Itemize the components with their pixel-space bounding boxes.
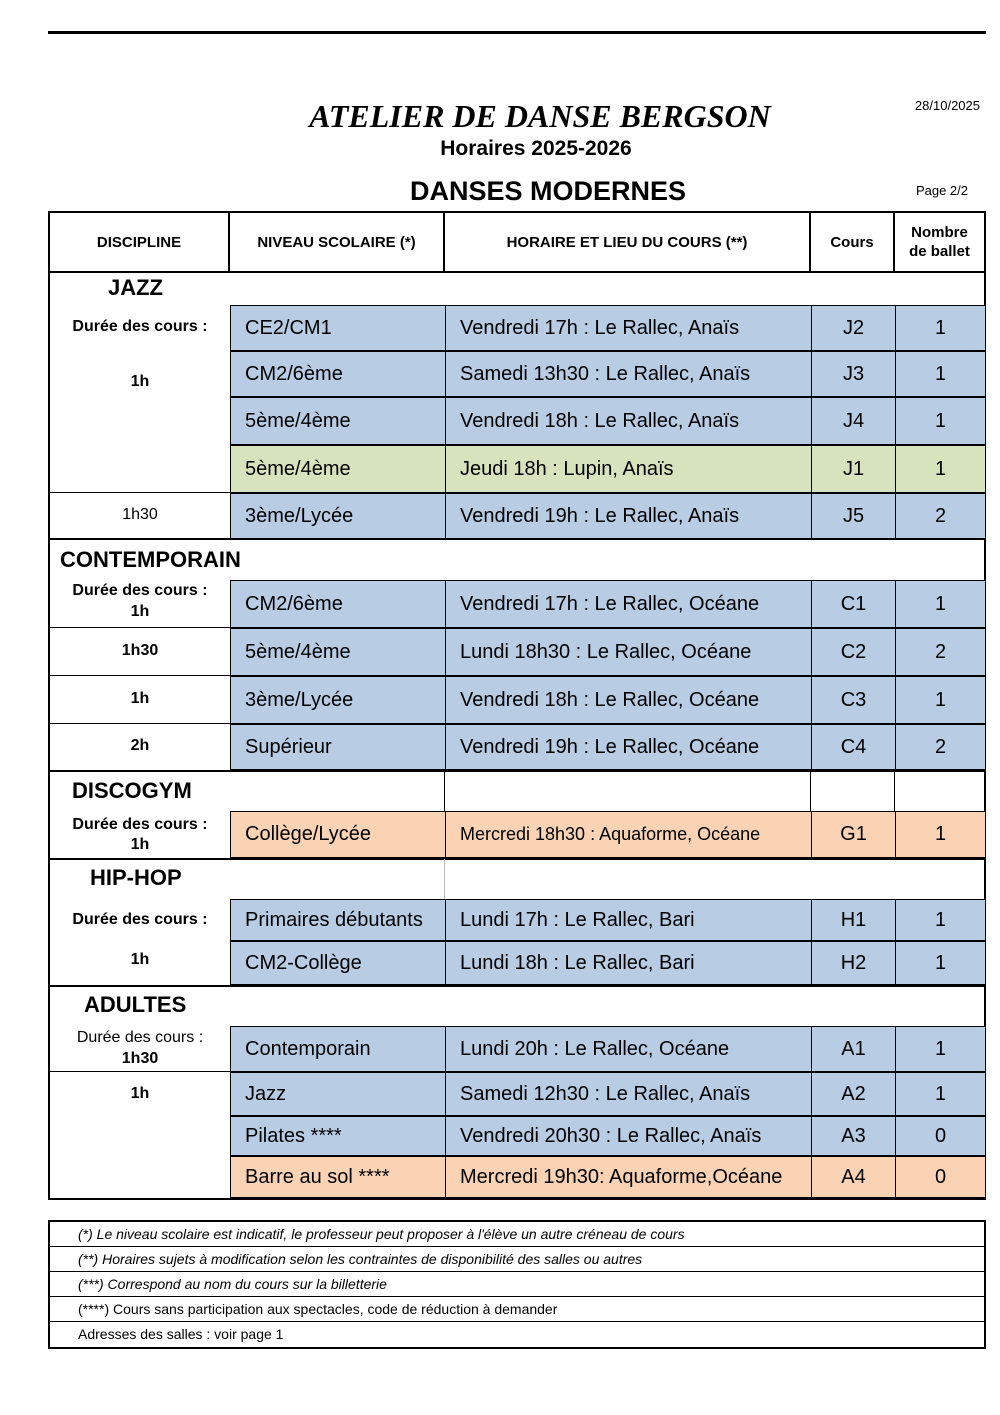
cell-horaire: Vendredi 18h : Le Rallec, Anaïs (445, 397, 812, 445)
cell-cours: A3 (811, 1116, 896, 1156)
top-rule (48, 31, 986, 34)
cell-horaire: Samedi 12h30 : Le Rallec, Anaïs (445, 1072, 812, 1116)
jazz-duration-label: Durée des cours : (72, 318, 208, 335)
cell-horaire: Lundi 20h : Le Rallec, Océane (445, 1026, 812, 1072)
cell-nombre: 1 (895, 351, 986, 397)
cell-horaire: Jeudi 18h : Lupin, Anaïs (445, 445, 812, 493)
cell-horaire: Vendredi 20h30 : Le Rallec, Anaïs (445, 1116, 812, 1156)
cell-cours: J5 (811, 493, 896, 539)
table-row (230, 397, 986, 445)
cell-niveau: Primaires débutants (230, 899, 446, 941)
document-date: 28/10/2025 (914, 98, 980, 113)
group-title-adultes: ADULTES (84, 992, 187, 1017)
footnote-4: (****) Cours sans participation aux spectacles, code de réduction à demander (50, 1297, 984, 1322)
cell-niveau: 3ème/Lycée (230, 493, 446, 539)
table-row (230, 445, 986, 493)
jazz-duration-value: 1h (130, 373, 150, 390)
cell-niveau: Collège/Lycée (230, 811, 446, 858)
page-title: ATELIER DE DANSE BERGSON (309, 98, 771, 134)
cell-nombre: 2 (895, 724, 986, 770)
group-title-jazz: JAZZ (108, 275, 163, 300)
table-row (230, 628, 986, 676)
cell-cours: J1 (811, 445, 896, 493)
table-row (230, 305, 986, 351)
cell-cours: C4 (811, 724, 896, 770)
group-title-contemporain: CONTEMPORAIN (60, 547, 241, 572)
cell-niveau: CM2/6ème (230, 351, 446, 397)
group-jazz (48, 273, 986, 540)
table-row (230, 1072, 986, 1116)
table-row (230, 676, 986, 724)
table-row (230, 1026, 986, 1072)
group-adultes (48, 986, 986, 1200)
footnote-3: (***) Correspond au nom du cours sur la billetterie (50, 1272, 984, 1297)
table-row (230, 941, 986, 985)
cell-nombre: 1 (895, 941, 986, 985)
cell-cours: G1 (811, 811, 896, 858)
table-row (230, 493, 986, 539)
cell-cours: A1 (811, 1026, 896, 1072)
footnote-5: Adresses des salles : voir page 1 (78, 1326, 284, 1342)
cell-nombre: 1 (895, 580, 986, 628)
cell-nombre: 1 (895, 305, 986, 351)
col-header-discipline: DISCIPLINE (48, 211, 230, 273)
cell-horaire: Mercredi 19h30: Aquaforme,Océane (445, 1156, 812, 1198)
hiphop-duration-label: Durée des cours : (72, 911, 208, 928)
adultes-duration-value: 1h30 (121, 1050, 159, 1067)
col-header-nombre-line2: de ballet (909, 243, 970, 260)
cell-cours: J4 (811, 397, 896, 445)
table-row (230, 1116, 986, 1156)
hiphop-duration-value: 1h (130, 951, 150, 968)
cell-nombre: 2 (895, 628, 986, 676)
cell-niveau: 5ème/4ème (230, 397, 446, 445)
page-number: Page 2/2 (915, 183, 968, 198)
col-header-nombre (893, 211, 986, 273)
adultes-duration-2: 1h (130, 1085, 150, 1102)
cell-horaire: Vendredi 18h : Le Rallec, Océane (445, 676, 812, 724)
adultes-duration-label: Durée des cours : (76, 1029, 204, 1046)
cell-horaire: Vendredi 17h : Le Rallec, Océane (445, 580, 812, 628)
col-header-niveau: NIVEAU SCOLAIRE (*) (228, 211, 445, 273)
group-title-hiphop: HIP-HOP (90, 865, 182, 890)
cell-niveau: Barre au sol **** (230, 1156, 446, 1198)
cell-nombre: 1 (895, 676, 986, 724)
cell-nombre: 2 (895, 493, 986, 539)
cell-cours: H2 (811, 941, 896, 985)
cell-horaire: Lundi 18h : Le Rallec, Bari (445, 941, 812, 985)
cell-horaire: Vendredi 17h : Le Rallec, Anaïs (445, 305, 812, 351)
table-row (230, 1156, 986, 1198)
group-title-discogym: DISCOGYM (72, 778, 192, 803)
cell-niveau: Pilates **** (230, 1116, 446, 1156)
cell-horaire: Vendredi 19h : Le Rallec, Océane (445, 724, 812, 770)
cell-nombre: 1 (895, 1026, 986, 1072)
table-row (230, 811, 986, 858)
col-header-horaire: HORAIRE ET LIEU DU COURS (**) (443, 211, 811, 273)
table-row (230, 724, 986, 770)
cell-nombre: 0 (895, 1156, 986, 1198)
cell-cours: J3 (811, 351, 896, 397)
cell-niveau: CE2/CM1 (230, 305, 446, 351)
col-header-cours: Cours (809, 211, 895, 273)
jazz-duration-2: 1h30 (122, 506, 158, 523)
table-row (230, 580, 986, 628)
table-row (230, 899, 986, 941)
page-subtitle: Horaires 2025-2026 (440, 137, 632, 160)
cell-nombre: 1 (895, 397, 986, 445)
cell-niveau: CM2-Collège (230, 941, 446, 985)
cell-niveau: 5ème/4ème (230, 445, 446, 493)
cell-cours: C1 (811, 580, 896, 628)
cell-niveau: Contemporain (230, 1026, 446, 1072)
cell-horaire: Lundi 18h30 : Le Rallec, Océane (445, 628, 812, 676)
table-row (230, 351, 986, 397)
cell-cours: C3 (811, 676, 896, 724)
section-title: DANSES MODERNES (409, 176, 687, 206)
cell-nombre: 1 (895, 899, 986, 941)
cell-cours: A4 (811, 1156, 896, 1198)
group-contemporain (48, 540, 986, 772)
cell-horaire: Samedi 13h30 : Le Rallec, Anaïs (445, 351, 812, 397)
cell-nombre: 1 (895, 811, 986, 858)
cell-niveau: Supérieur (230, 724, 446, 770)
contemporain-duration-2: 1h30 (121, 642, 159, 659)
group-hiphop (48, 859, 986, 987)
cell-niveau: 5ème/4ème (230, 628, 446, 676)
cell-horaire: Vendredi 19h : Le Rallec, Anaïs (445, 493, 812, 539)
cell-niveau: Jazz (230, 1072, 446, 1116)
cell-horaire: Lundi 17h : Le Rallec, Bari (445, 899, 812, 941)
contemporain-duration-label: Durée des cours : (72, 582, 208, 599)
cell-cours: C2 (811, 628, 896, 676)
cell-nombre: 0 (895, 1116, 986, 1156)
contemporain-duration-4: 2h (130, 737, 150, 754)
cell-niveau: 3ème/Lycée (230, 676, 446, 724)
cell-cours: J2 (811, 305, 896, 351)
cell-nombre: 1 (895, 445, 986, 493)
contemporain-duration-3: 1h (130, 690, 150, 707)
footnote-1: (*) Le niveau scolaire est indicatif, le professeur peut proposer à l'élève un autre créneau de cours (50, 1222, 984, 1247)
cell-niveau: CM2/6ème (230, 580, 446, 628)
cell-cours: A2 (811, 1072, 896, 1116)
group-discogym (48, 771, 986, 860)
cell-horaire: Mercredi 18h30 : Aquaforme, Océane (445, 811, 812, 858)
col-header-nombre-line1: Nombre (911, 224, 968, 241)
footnote-2: (**) Horaires sujets à modification selon les contraintes de disponibilité des salles ou autres (50, 1247, 984, 1272)
discogym-duration-label: Durée des cours : (72, 816, 208, 833)
cell-nombre: 1 (895, 1072, 986, 1116)
footnotes (48, 1220, 986, 1349)
discogym-duration-value: 1h (130, 836, 150, 853)
contemporain-duration-value: 1h (130, 603, 150, 620)
cell-cours: H1 (811, 899, 896, 941)
